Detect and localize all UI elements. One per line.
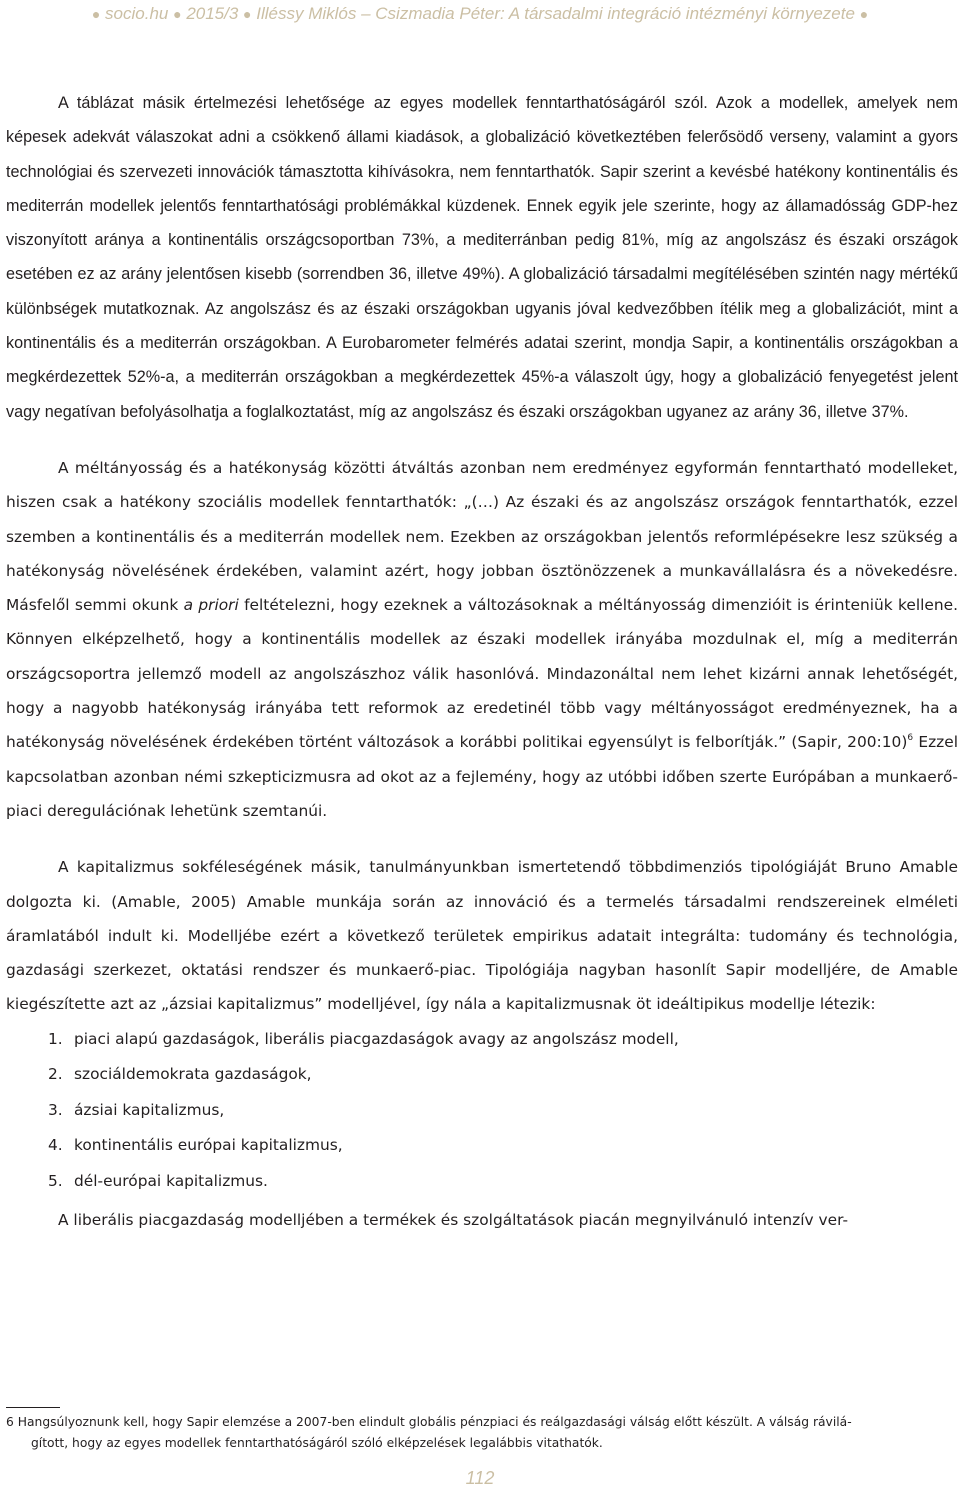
footnote-rule [6,1407,60,1408]
bullet-icon: ● [243,6,252,22]
list-item: 4. kontinentális európai kapitalizmus, [48,1136,343,1155]
body-text [6,86,958,1238]
bullet-icon: ● [859,6,869,22]
list-item: 5. dél-európai kapitalizmus. [48,1171,268,1190]
capitalism-models-list [6,1022,958,1200]
header-issue: 2015/3 [186,4,239,23]
paragraph-2: A méltányosság és a hatékonyság közötti átváltás azonban nem eredményez egyformán fenntartható modelleket, hiszen csak a hatékony szociális modellek fenntarthatók: „(…) Az északi és az angolszász országok fenntarthatók, ezzel szemben a kontinentális és a mediterrán modellek nem. Ezekben az országokban jelentős reformlépésekre lesz szükség a hatékonyság növelésének érdekében, valamint azért, hogy jobban ösztönözzenek a munkavállalásra és a növekedésre. Másfelől semmi okunk a priori feltételezni, hogy ezeknek a változásoknak a méltányosság dimenzióit is érinteniük kellene. Könnyen elképzelhető, hogy a kontinentális modellek az északi modellek irányába mozdulnak el, míg a mediterrán országcsoportra jellemző modell az angolszászhoz válik hasonlóvá. Mindazonáltal nem lehet kizárni annak lehetőségét, hogy a nagyobb hatékonyság irányába tett reformok az eredetinél több vagy méltányosságot eredményeznek, ha a hatékonyság növelésének érdekében történt változások a korábbi politikai egyensúlyt is felborítják.” (Sapir, 200:10)$^6$ Ezzel kapcsolatban azonban némi szkepticizmusra ad okot az a fejlemény, hogy az utóbbi időben szerte Európában a munkaerő-piaci deregulációnak lehetünk szemtanúi. [6,458,958,820]
list-item: 3. ázsiai kapitalizmus, [48,1100,225,1119]
footnote-line-2: gított, hogy az egyes modellek fenntarthatóságáról szóló elképzelések legalábbis vitathatók. [31,1436,603,1450]
footnote-ref: 6 [907,733,914,744]
footnote-number: 6 [6,1415,14,1429]
footnote-line-1: Hangsúlyoznunk kell, hogy Sapir elemzése a 2007-ben elindult globális pénzpiaci és reálgazdasági válság előtt készült. A válság rávilá- [17,1415,852,1429]
footnote [6,1412,958,1454]
bullet-icon: ● [91,6,101,22]
paragraph-4: A liberális piacgazdaság modelljében a termékek és szolgáltatások piacán megnyilvánuló intenzív ver- [58,1211,849,1230]
page-number: 112 [465,1468,495,1488]
list-item: 1. piaci alapú gazdaságok, liberális piacgazdaságok avagy az angolszász modell, [48,1029,679,1048]
list-item: 2. szociáldemokrata gazdaságok, [48,1065,312,1084]
italic-phrase: a priori [183,596,239,615]
header-title: Illéssy Miklós – Csizmadia Péter: A társadalmi integráció intézményi környezete [256,4,855,23]
paragraph-1: A táblázat másik értelmezési lehetősége az egyes modellek fenntarthatóságáról szól. Azok a modellek, amelyek nem képesek adekvát válaszokat adni a csökkenő állami kiadások, a globalizáció következtében felerősödő verseny, valamint a gyors technológiai és szervezeti innovációk támasztotta kihívásokra, nem fenntarthatók. Sapir szerint a kevésbé hatékony kontinentális és mediterrán modellek jelentős fenntarthatósági problémákkal küzdenek. Ennek egyik jele szerinte, hogy az államadósság GDP-hez viszonyított aránya a kontinentális országcsoportban 73%, a mediterránban pedig 81%, míg az angolszász és északi országok esetében ez az arány jelentősen kisebb (sorrendben 36, illetve 49%). A globalizáció társadalmi megítélésében szintén nagy mértékű különbségek mutatkoznak. Az angolszász és az északi országokban ugyanis jóval kedvezőbben ítélik meg a globalizációt, mint a kontinentális és a mediterrán országokban. A Eurobarometer felmérés adatai szerint, mondja Sapir, a kontinentális országokban a megkérdezettek 52%-a, a mediterrán országokban a megkérdezettek 45%-a válaszolt úgy, hogy a globalizáció fenyegetést jelent vagy negatívan befolyásolhatja a foglalkoztatást, míg az angolszász és északi országokban ugyanez az arány 36, illetve 37%. [6,94,958,421]
bullet-icon: ● [173,6,182,22]
running-header [0,4,960,24]
paragraph-3: A kapitalizmus sokféleségének másik, tanulmányunkban ismertetendő többdimenziós tipológiáját Bruno Amable dolgozta ki. (Amable, 2005) Amable munkája során az innováció és a termelés társadalmi rendszereinek elméleti áramlatából indult ki. Modelljébe ezért a következő területek empirikus adatait integrálta: tudomány és technológia, gazdasági szerkezet, oktatási rendszer és munkaerő-piac. Tipológiája nagyban hasonlít Sapir modelljére, de Amable kiegészítette azt az „ázsiai kapitalizmus” modelljével, így nála a kapitalizmusnak öt ideáltipikus modellje létezik: [6,858,958,1014]
header-site: socio.hu [105,4,169,23]
